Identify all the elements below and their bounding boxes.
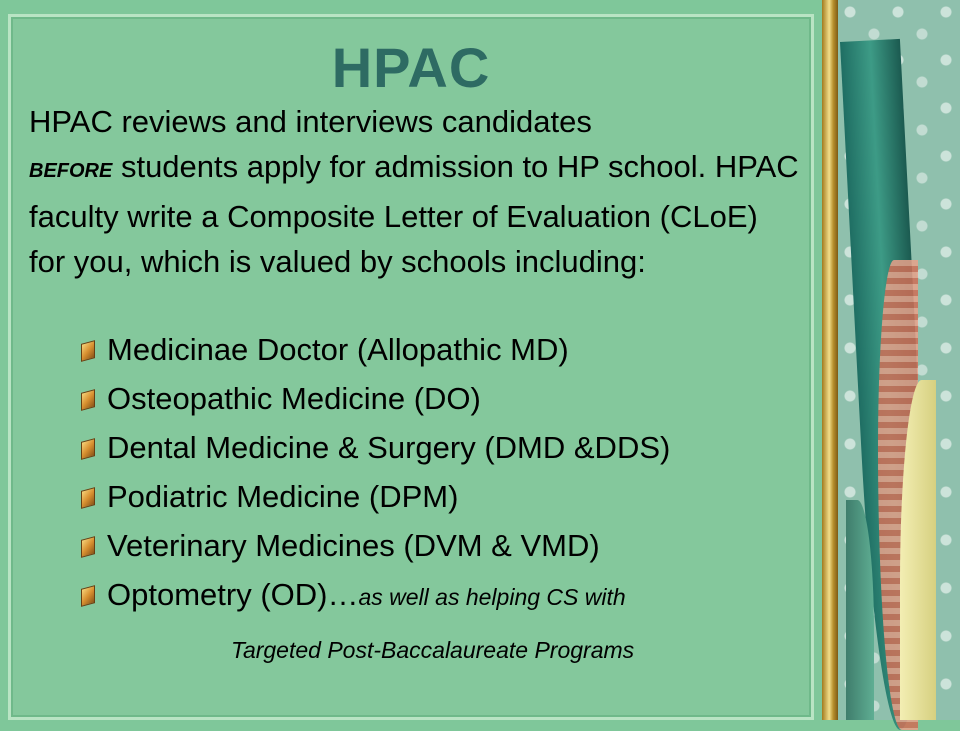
intro-rest: students apply for admission to HP school. HPAC faculty write a Composite Letter of Evaluation (CLoE) for you, which is valued by schools including:	[29, 149, 799, 279]
bullet-square-icon	[81, 389, 95, 411]
bullet-text: Medicinae Doctor (Allopathic MD)	[107, 332, 569, 367]
list-item	[81, 570, 811, 619]
bullet-text: Dental Medicine & Surgery (DMD &DDS)	[107, 430, 671, 465]
bullet-square-icon	[81, 340, 95, 362]
content-panel	[8, 14, 814, 720]
bullet-square-icon	[81, 585, 95, 607]
list-item	[81, 423, 811, 472]
list-item	[81, 374, 811, 423]
slide-title: HPAC	[331, 36, 491, 99]
list-item	[81, 521, 811, 570]
intro-line1: HPAC reviews and interviews candidates	[29, 104, 592, 139]
list-item	[81, 325, 811, 374]
bullet-list	[81, 325, 811, 619]
bullet-text: Osteopathic Medicine (DO)	[107, 381, 481, 416]
bullet-text: Veterinary Medicines (DVM & VMD)	[107, 528, 600, 563]
bullet-square-icon	[81, 487, 95, 509]
intro-paragraph	[29, 99, 799, 284]
bullet-text: Optometry (OD)…	[107, 577, 359, 612]
bullet-square-icon	[81, 536, 95, 558]
bullet-square-icon	[81, 438, 95, 460]
continuation-text: Targeted Post-Baccalaureate Programs	[231, 637, 635, 663]
list-item	[81, 472, 811, 521]
bullet-note: as well as helping CS with	[358, 584, 626, 610]
gold-band-decoration	[822, 0, 838, 720]
intro-emphasis: BEFORE	[29, 160, 113, 182]
bullet-text: Podiatric Medicine (DPM)	[107, 479, 459, 514]
